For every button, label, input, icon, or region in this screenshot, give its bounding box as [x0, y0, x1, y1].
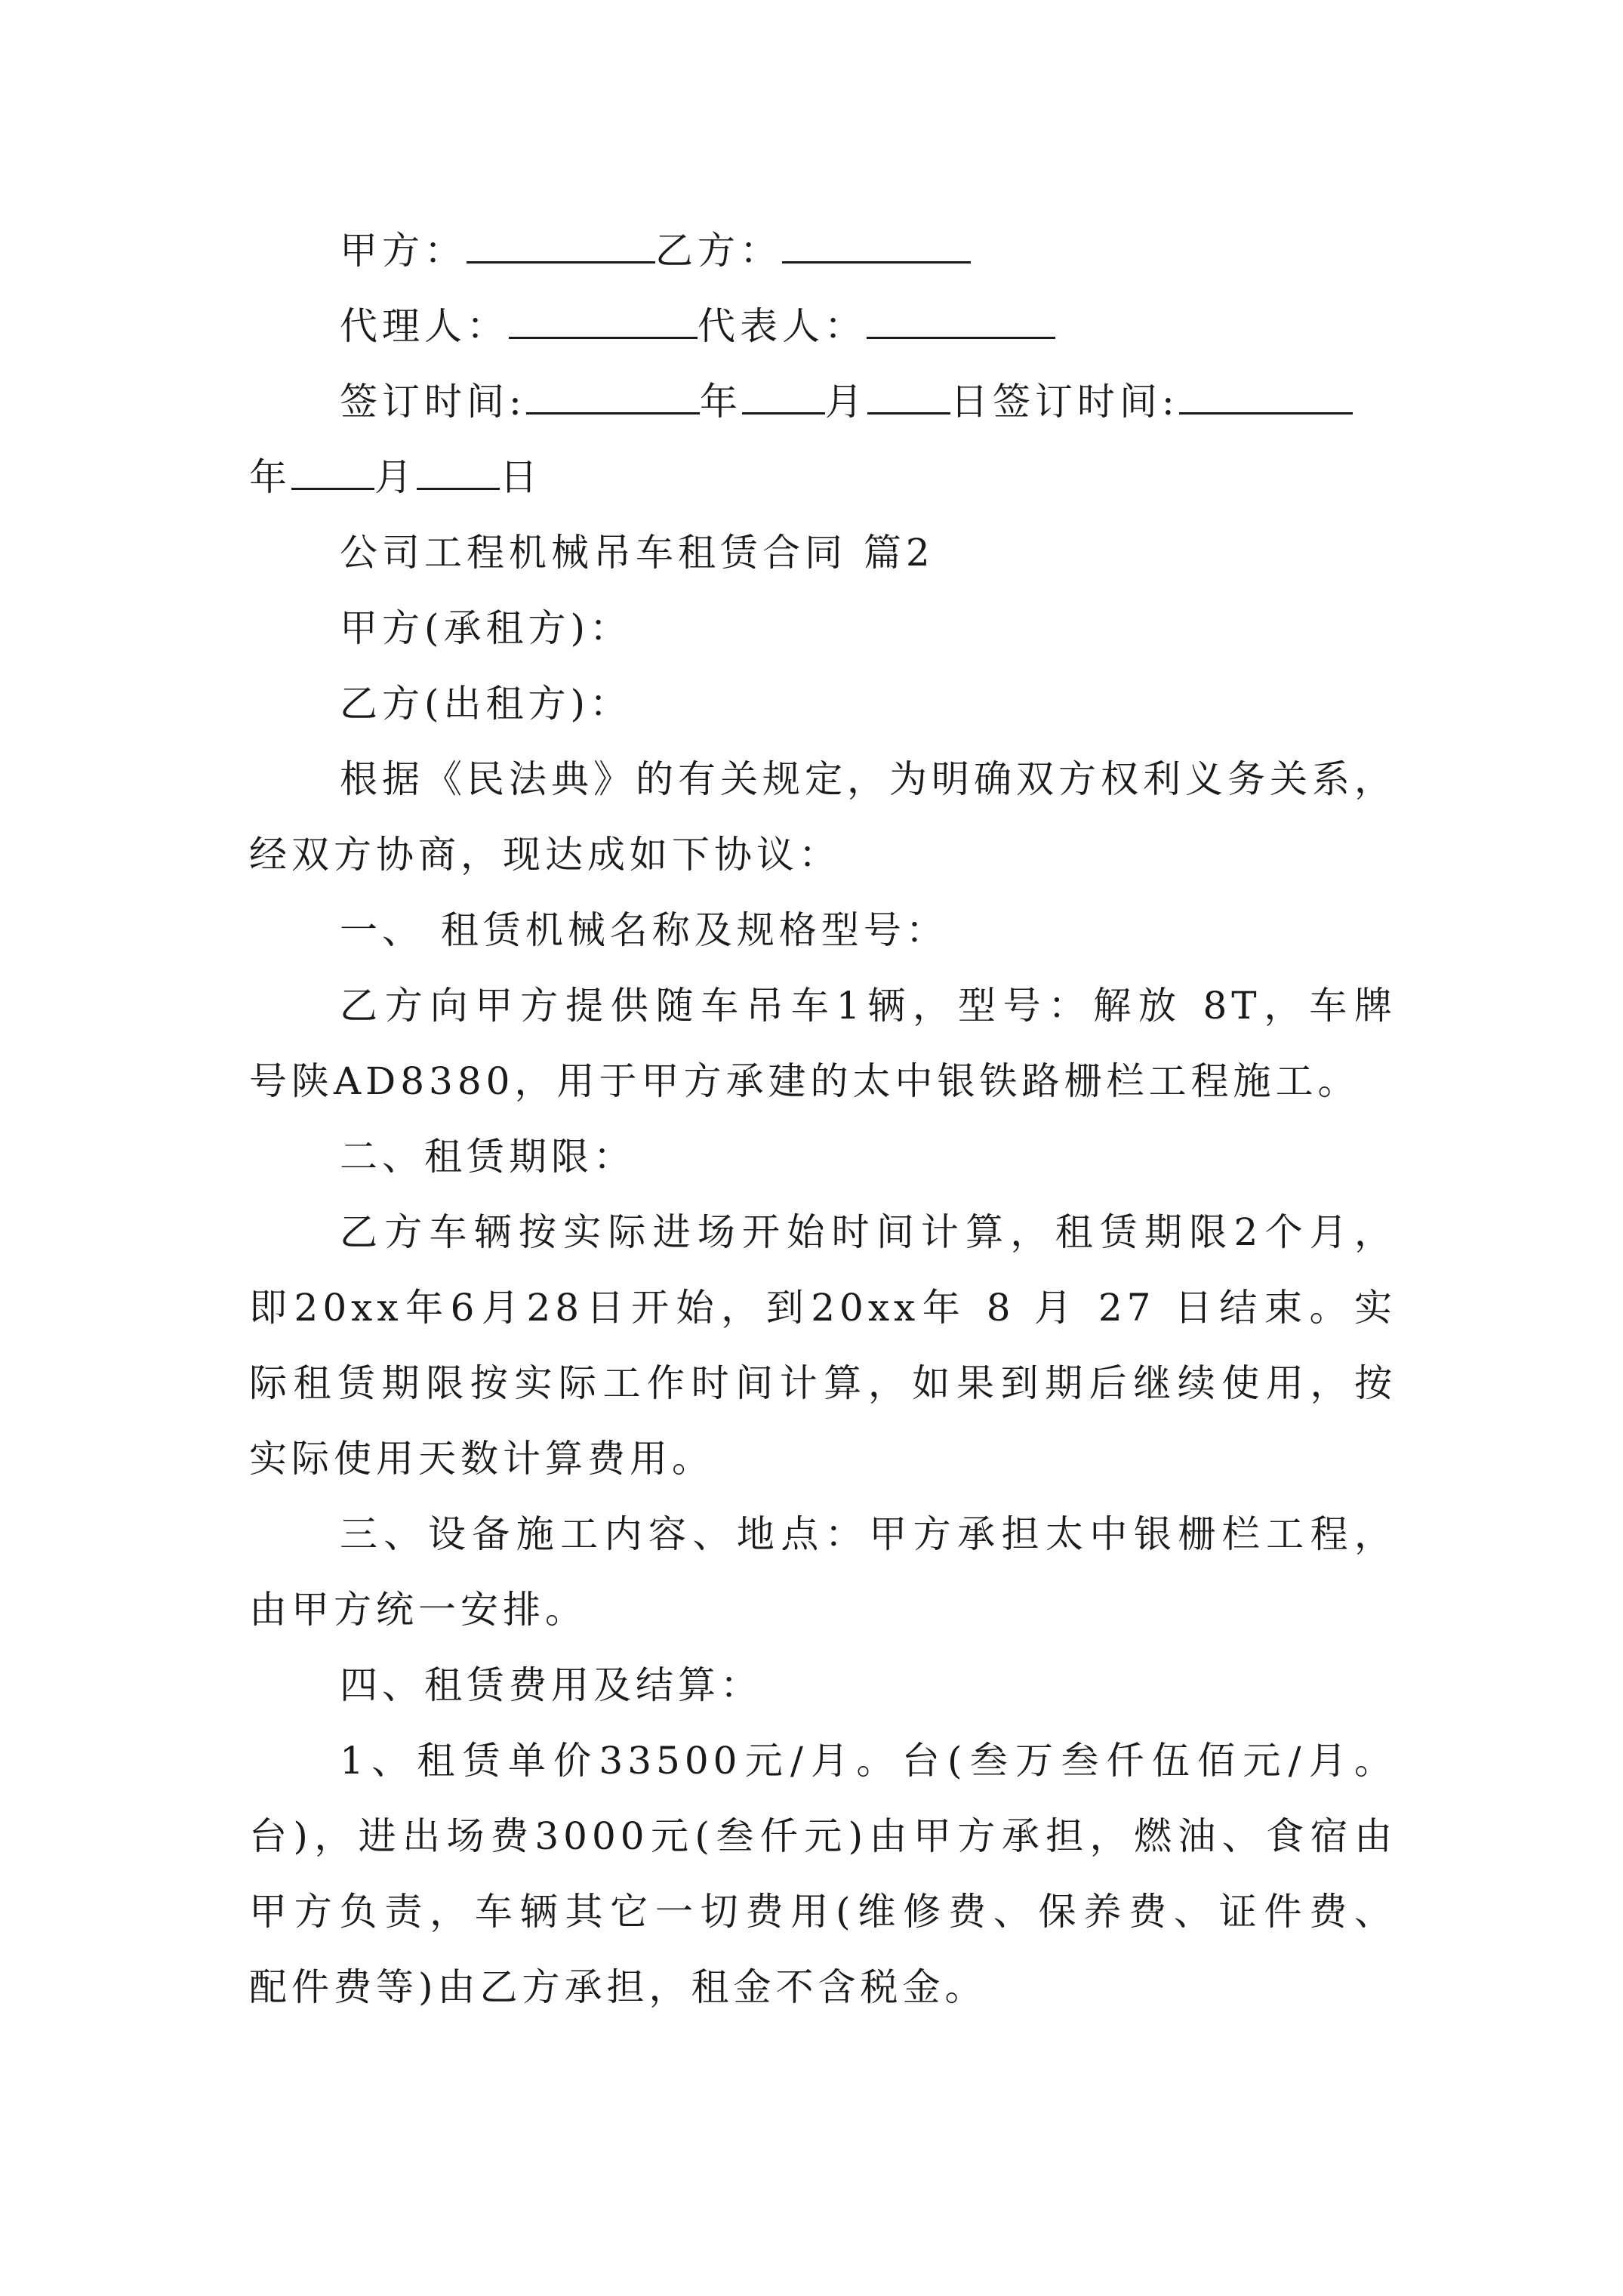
intro-paragraph-line-2: 经双方协商，现达成如下协议： — [249, 833, 841, 877]
clause-4-line-1: 1、租赁单价33500元/月。台(叁万叁仟伍佰元/月。 — [340, 1739, 1397, 1783]
representative-blank — [867, 308, 1055, 339]
day-blank-b — [417, 459, 500, 490]
party-b-label: 乙方： — [655, 229, 782, 273]
sign-date-line — [249, 364, 1397, 439]
clause-2-line-2: 即20xx年6月28日开始，到20xx年 8 月 27 日结束。实 — [249, 1286, 1397, 1330]
day-label-b: 日 — [500, 455, 542, 499]
clause-4-line-3: 甲方负责，车辆其它一切费用(维修费、保养费、证件费、 — [249, 1890, 1397, 1934]
month-blank-a — [742, 384, 825, 415]
agent-blank — [509, 308, 698, 339]
clause-1-title: 一、 租赁机械名称及规格型号： — [340, 908, 948, 952]
clause-3-line-1: 三、设备施工内容、地点：甲方承担太中银栅栏工程， — [340, 1512, 1397, 1556]
party-signature-line — [249, 213, 1397, 288]
day-blank-a — [867, 384, 950, 415]
month-label-b: 月 — [374, 455, 417, 499]
agent-signature-line — [249, 288, 1397, 364]
clause-2-line-4: 实际使用天数计算费用。 — [249, 1437, 714, 1481]
clause-3-line-2: 由甲方统一安排。 — [249, 1588, 587, 1632]
clause-1-line-2: 号陕AD8380，用于甲方承建的太中银铁路栅栏工程施工。 — [249, 1059, 1360, 1103]
year-blank-b — [1179, 384, 1353, 415]
clause-4-line-4: 配件费等)由乙方承担，租金不含税金。 — [249, 1965, 987, 2009]
party-a-blank — [467, 233, 655, 264]
sign-time-label-b: 日签订时间: — [950, 380, 1179, 424]
agent-label: 代理人： — [340, 304, 509, 348]
sign-date-line-cont — [249, 439, 1397, 515]
party-b-heading: 乙方(出租方)： — [340, 682, 633, 726]
contract-body — [249, 213, 1397, 2025]
year-blank-a — [526, 384, 700, 415]
clause-1-line-1: 乙方向甲方提供随车吊车1辆，型号：解放 8T，车牌 — [340, 984, 1397, 1028]
year-label-b: 年 — [249, 455, 291, 499]
intro-paragraph-line-1: 根据《民法典》的有关规定，为明确双方权利义务关系， — [340, 757, 1397, 801]
clause-2-line-1: 乙方车辆按实际进场开始时间计算，租赁期限2个月， — [340, 1210, 1397, 1254]
month-blank-b — [291, 459, 374, 490]
party-a-label: 甲方： — [340, 229, 467, 273]
party-a-heading: 甲方(承租方)： — [340, 606, 633, 650]
clause-2-line-3: 际租赁期限按实际工作时间计算，如果到期后继续使用，按 — [249, 1361, 1397, 1405]
clause-4-line-2: 台)，进出场费3000元(叁仟元)由甲方承担，燃油、食宿由 — [249, 1814, 1397, 1858]
sign-time-label-a: 签订时间: — [340, 380, 526, 424]
year-label-a: 年 — [699, 380, 742, 424]
clause-4-title: 四、租赁费用及结算： — [340, 1663, 762, 1707]
clause-2-title: 二、租赁期限： — [340, 1135, 636, 1179]
party-b-blank — [782, 233, 971, 264]
section-title: 公司工程机械吊车租赁合同 篇2 — [340, 531, 935, 575]
representative-label: 代表人： — [698, 304, 867, 348]
month-label-a: 月 — [824, 380, 867, 424]
